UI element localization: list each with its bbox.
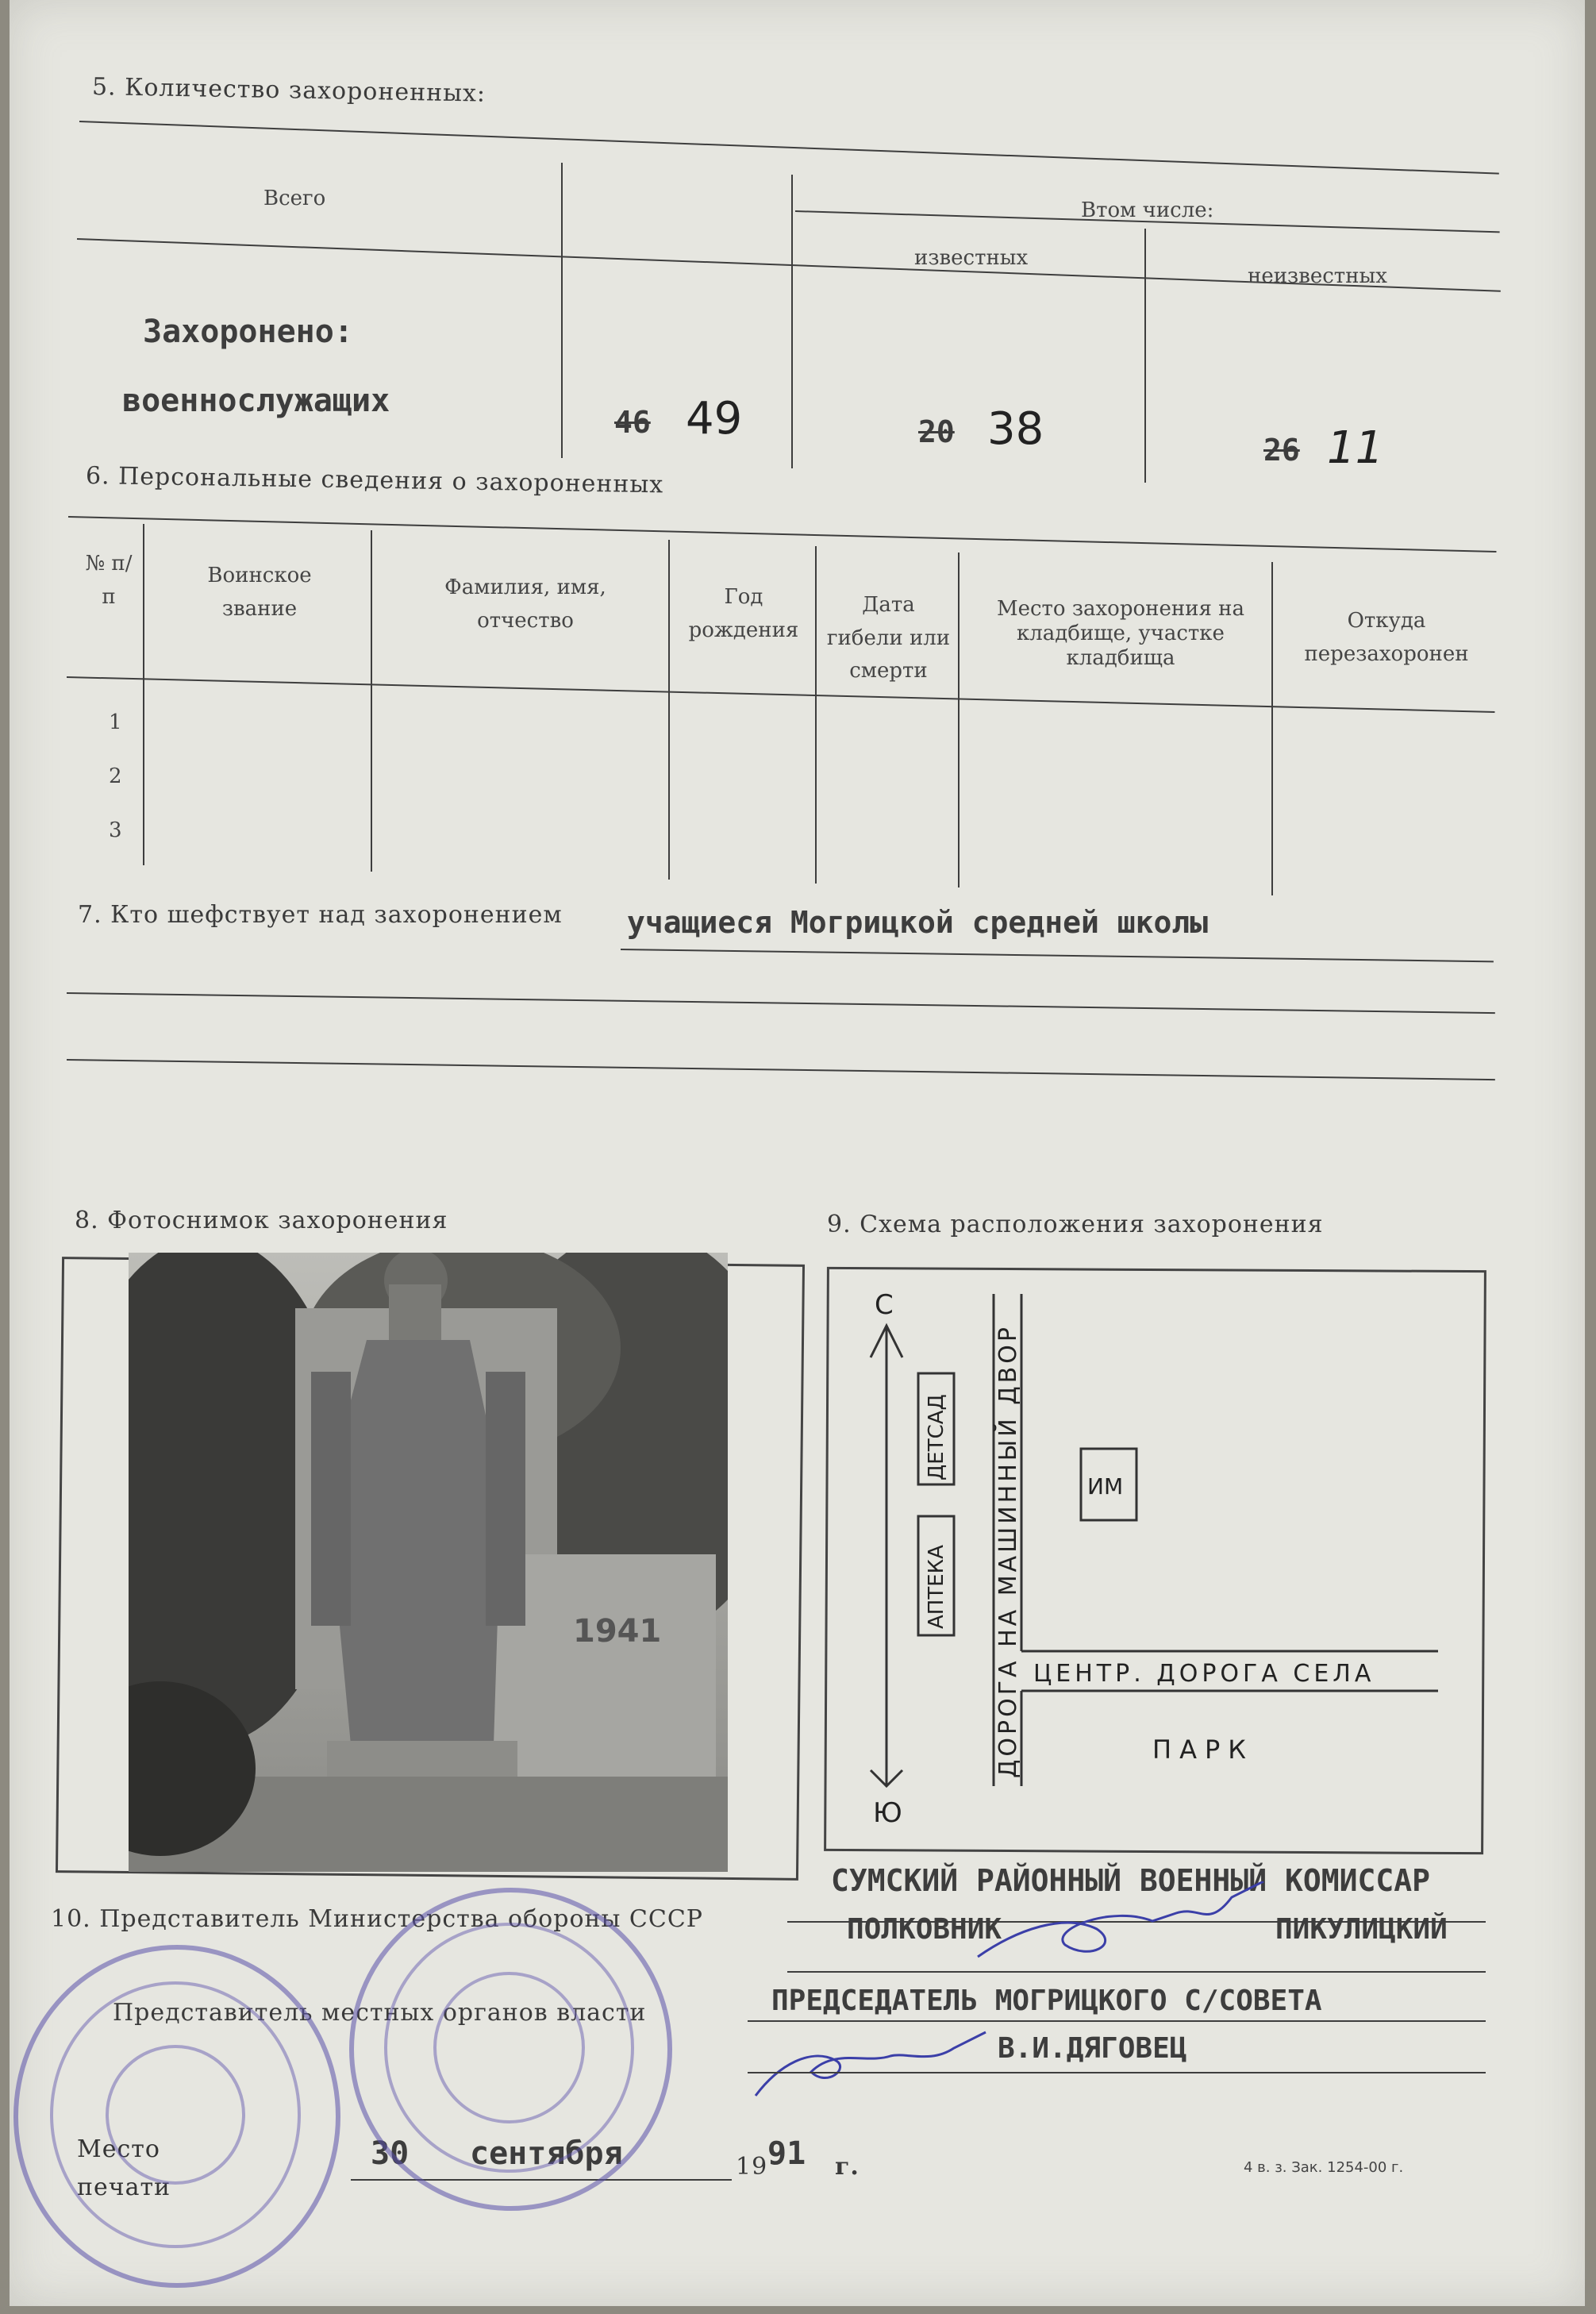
table6-col-div-4: [815, 546, 817, 884]
table6-col-div-3: [668, 540, 670, 880]
row-number-2: 2: [109, 764, 122, 788]
section8-title: 8. Фотоснимок захоронения: [75, 1207, 448, 1234]
chair-signature: [748, 2016, 994, 2104]
table5-divider-2: [791, 175, 793, 468]
known-typed: 20: [918, 414, 955, 449]
date-month: сентября: [470, 2135, 623, 2172]
pharmacy-label: АПТЕКА: [925, 1545, 948, 1629]
section6-title: 6. Персональные сведения о захороненных: [85, 462, 664, 499]
header-rank: Воинское звание: [207, 564, 312, 621]
park-label: ПАРК: [1152, 1735, 1254, 1765]
row-number-1: 1: [109, 710, 122, 734]
section9-title: 9. Схема расположения захоронения: [827, 1211, 1324, 1238]
header-birth: Год рождения: [688, 585, 799, 642]
header-number: № п/п: [85, 552, 133, 609]
header-reburied-from: Откуда перезахоронен: [1304, 609, 1469, 666]
header-death: Дата гибели или смерти: [826, 593, 951, 683]
table5-divider-3: [1144, 229, 1146, 483]
memorial-label: ИМ: [1087, 1473, 1124, 1500]
col-known: известных: [914, 246, 1029, 270]
south-label: Ю: [873, 1797, 902, 1829]
header-burial-place: Место захоронения на кладбище, участке кладбища: [996, 597, 1245, 671]
document-page: [10, 0, 1585, 2306]
commissar-underline: [787, 1971, 1486, 1973]
print-code: 4 в. з. Зак. 1254-00 г.: [1244, 2159, 1404, 2176]
table5-top-border: [79, 121, 1499, 175]
table5-divider-1: [561, 163, 563, 458]
table6-header-border: [67, 676, 1495, 713]
section7-underline-2: [67, 992, 1495, 1014]
chair-underline: [748, 2072, 1486, 2073]
place-label-1: Место: [77, 2135, 160, 2163]
table6-col-div-5: [958, 553, 960, 887]
col-including: Втом числе:: [1081, 198, 1214, 222]
table6-top-border: [68, 516, 1497, 553]
round-seal-right: [349, 1888, 672, 2211]
round-seal-left: [13, 1945, 340, 2288]
row-label-buried: Захоронено:: [143, 314, 353, 350]
year-suffix: 91: [767, 2135, 806, 2172]
known-handwritten: 38: [987, 403, 1044, 455]
total-typed: 46: [614, 405, 651, 440]
row-label-soldiers: военнослужащих: [122, 383, 390, 419]
unknown-typed: 26: [1263, 433, 1300, 468]
kindergarten-label: ДЕТСАД: [925, 1394, 948, 1480]
chair-title: ПРЕДСЕДАТЕЛЬ МОГРИЦКОГО С/СОВЕТА: [771, 1985, 1322, 2017]
local-rep-label: Представитель местных органов власти: [113, 1999, 647, 2027]
unknown-handwritten: 11: [1327, 422, 1384, 474]
chair-name: В.И.ДЯГОВЕЦ: [998, 2032, 1187, 2065]
section5-title: 5. Количество захороненных:: [91, 73, 486, 108]
year-unit: г.: [835, 2153, 860, 2181]
section10-title: 10. Представитель Министерства обороны СССР: [51, 1905, 703, 1933]
col-total: Всего: [263, 187, 326, 210]
year-prefix: 19: [736, 2153, 768, 2181]
road-horizontal-label: ЦЕНТР. ДОРОГА СЕЛА: [1033, 1660, 1375, 1688]
north-label: С: [875, 1289, 894, 1321]
memorial-photo: [129, 1253, 728, 1872]
total-handwritten: 49: [686, 393, 743, 445]
table6-col-div-1: [143, 524, 144, 865]
place-label-2: печати: [77, 2173, 171, 2201]
row-number-3: 3: [109, 818, 122, 842]
header-name: Фамилия, имя, отчество: [444, 576, 606, 633]
photo-year: 1941: [573, 1613, 662, 1650]
section7-value: учащиеся Могрицкой средней школы: [627, 905, 1209, 940]
road-vertical-label: ДОРОГА НА МАШИННЫЙ ДВОР: [994, 1324, 1022, 1778]
section7-title: 7. Кто шефствует над захоронением: [78, 901, 563, 929]
location-schema: [827, 1270, 1482, 1850]
section7-underline-3: [67, 1059, 1495, 1080]
col-unknown: неизвестных: [1248, 264, 1387, 288]
commissar-title: СУМСКИЙ РАЙОННЫЙ ВОЕННЫЙ КОМИССАР: [831, 1863, 1430, 1898]
table6-col-div-2: [371, 530, 372, 872]
table6-col-div-6: [1271, 562, 1273, 895]
commissar-rank: ПОЛКОВНИК: [847, 1913, 1002, 1946]
commissar-name: ПИКУЛИЦКИЙ: [1275, 1913, 1448, 1946]
date-day: 30: [371, 2135, 410, 2172]
commissar-signature: [970, 1881, 1271, 1969]
section7-underline-1: [621, 949, 1494, 962]
